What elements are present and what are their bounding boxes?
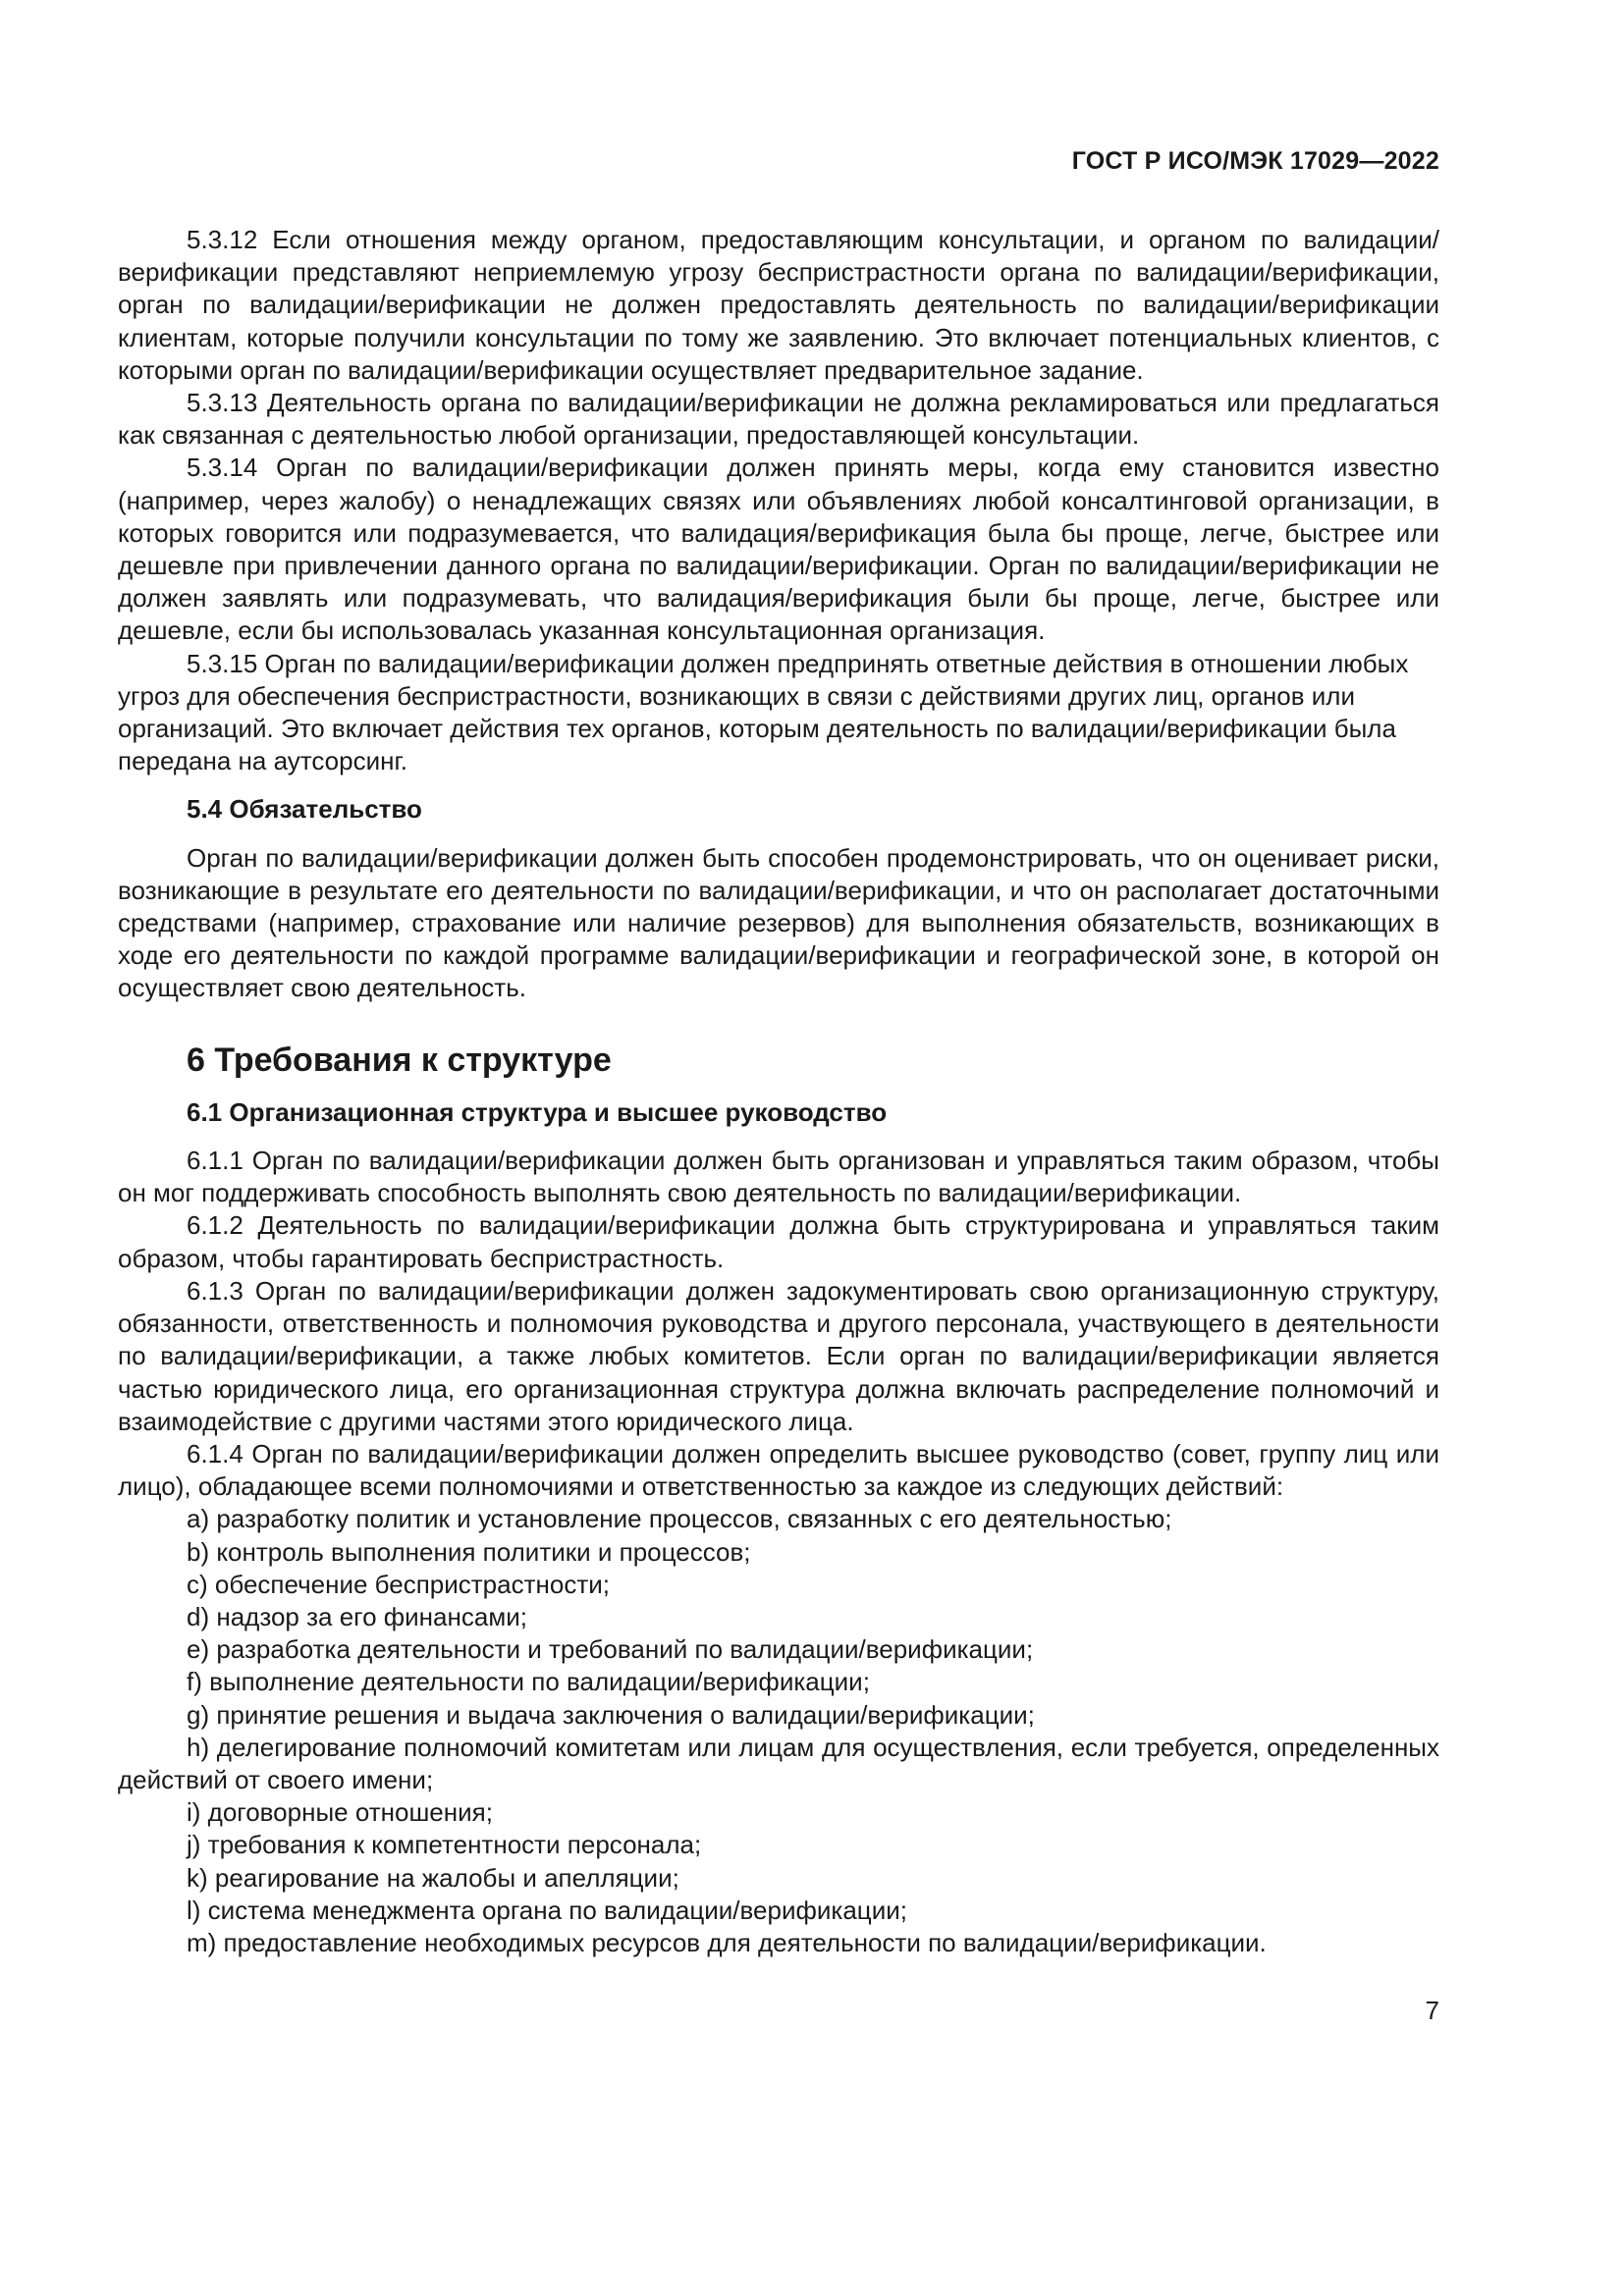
paragraph-5-3-15: 5.3.15 Орган по валидации/верификации должен предпринять ответные действия в отношении любых угроз для обеспечения беспристрастности, возникающих в связи с действиями других лиц, органов или организаций. Это включает действия тех органов, которым деятельность по валидации/верификации была передана на аутсорсинг. bbox=[118, 648, 1409, 776]
page-number: 7 bbox=[1425, 1996, 1439, 2025]
paragraph-5-3-13: 5.3.13 Деятельность органа по валидации/верификации не должна рекламироваться или предлагаться как связанная с деятельностью любой организации, предоставляющей консультации. bbox=[118, 388, 1439, 451]
list-item: j) требования к компетентности персонала; bbox=[187, 1830, 702, 1860]
section-heading-6: 6 Требования к структуре bbox=[187, 1041, 612, 1079]
paragraph-5-4: Орган по валидации/верификации должен быть способен продемонстрировать, что он оценивает риски, возникающие в результате его деятельности по валидации/верификации, и что он располагает достаточными средствами (например, страхование или наличие резервов) для выполнения обязательств, возникающих в ходе его деятельности по каждой программе валидации/верификации и географической зоне, в которой он осуществляет свою деятельность. bbox=[118, 842, 1439, 1003]
paragraph-6-1-4: 6.1.4 Орган по валидации/верификации должен определить высшее руководство (совет, группу лиц или лицо), обладающее всеми полномочиями и ответственностью за каждое из следующих действий: bbox=[118, 1438, 1439, 1502]
list-item: c) обеспечение беспристрастности; bbox=[187, 1569, 610, 1599]
list-item: k) реагирование на жалобы и апелляции; bbox=[187, 1862, 679, 1893]
responsibilities-list bbox=[118, 1503, 1439, 1959]
paragraph-6-1-3: 6.1.3 Орган по валидации/верификации должен задокументировать свою организационную структуру, обязанности, ответственность и полномочия руководства и другого персонала, участвующего в деятельности по валидации/верификации, а также любых комитетов. Если орган по валидации/верификации является частью юридического лица, его организационная структура должна включать распределение полномочий и взаимодействие с другими частями этого юридического лица. bbox=[118, 1275, 1439, 1436]
list-item: a) разработку политик и установление процессов, связанных с его деятельностью; bbox=[187, 1504, 1172, 1534]
list-item: g) принятие решения и выдача заключения о валидации/верификации; bbox=[187, 1699, 1035, 1730]
list-item: e) разработка деятельности и требований по валидации/верификации; bbox=[187, 1634, 1034, 1665]
paragraph-6-1-2: 6.1.2 Деятельность по валидации/верификации должна быть структурирована и управляться таким образом, чтобы гарантировать беспристрастность. bbox=[118, 1210, 1439, 1273]
list-item: f) выполнение деятельности по валидации/верификации; bbox=[187, 1667, 870, 1697]
section-heading-6-1: 6.1 Организационная структура и высшее руководство bbox=[187, 1096, 888, 1127]
section-heading-5-4: 5.4 Обязательство bbox=[187, 794, 422, 825]
paragraph-5-3-12: 5.3.12 Если отношения между органом, предоставляющим консультации, и органом по валидации/верификации представляют неприемлемую угрозу беспристрастности органа по валидации/верификации, орган по валидации/верификации не должен предоставлять деятельность по валидации/верификации клиентам, которые получили консультации по тому же заявлению. Это включает потенциальных клиентов, с которыми орган по валидации/верификации осуществляет предварительное задание. bbox=[118, 225, 1439, 385]
list-item: d) надзор за его финансами; bbox=[187, 1601, 527, 1631]
list-item: m) предоставление необходимых ресурсов для деятельности по валидации/верификации. bbox=[187, 1927, 1267, 1957]
list-item: h) делегирование полномочий комитетам или лицам для осуществления, если требуется, определенных действий от своего имени; bbox=[118, 1732, 1439, 1794]
paragraph-6-1-1: 6.1.1 Орган по валидации/верификации должен быть организован и управляться таким образом, чтобы он мог поддерживать способность выполнять свою деятельность по валидации/верификации. bbox=[118, 1146, 1439, 1208]
paragraph-5-3-14: 5.3.14 Орган по валидации/верификации должен принять меры, когда ему становится известно (например, через жалобу) о ненадлежащих связях или объявлениях любой консалтинговой организации, в которых говорится или подразумевается, что валидация/верификация была бы проще, легче, быстрее или дешевле при привлечении данного органа по валидации/верификации. Орган по валидации/верификации не должен заявлять или подразумевать, что валидация/верификация были бы проще, легче, быстрее или дешевле, если бы использовалась указанная консультационная организация. bbox=[118, 453, 1439, 646]
list-item: b) контроль выполнения политики и процессов; bbox=[187, 1536, 751, 1567]
document-header: ГОСТ Р ИСО/МЭК 17029—2022 bbox=[1071, 147, 1439, 175]
list-item: l) система менеджмента органа по валидации/верификации; bbox=[187, 1895, 907, 1925]
page-body bbox=[118, 224, 1439, 1959]
list-item: i) договорные отношения; bbox=[187, 1797, 493, 1828]
